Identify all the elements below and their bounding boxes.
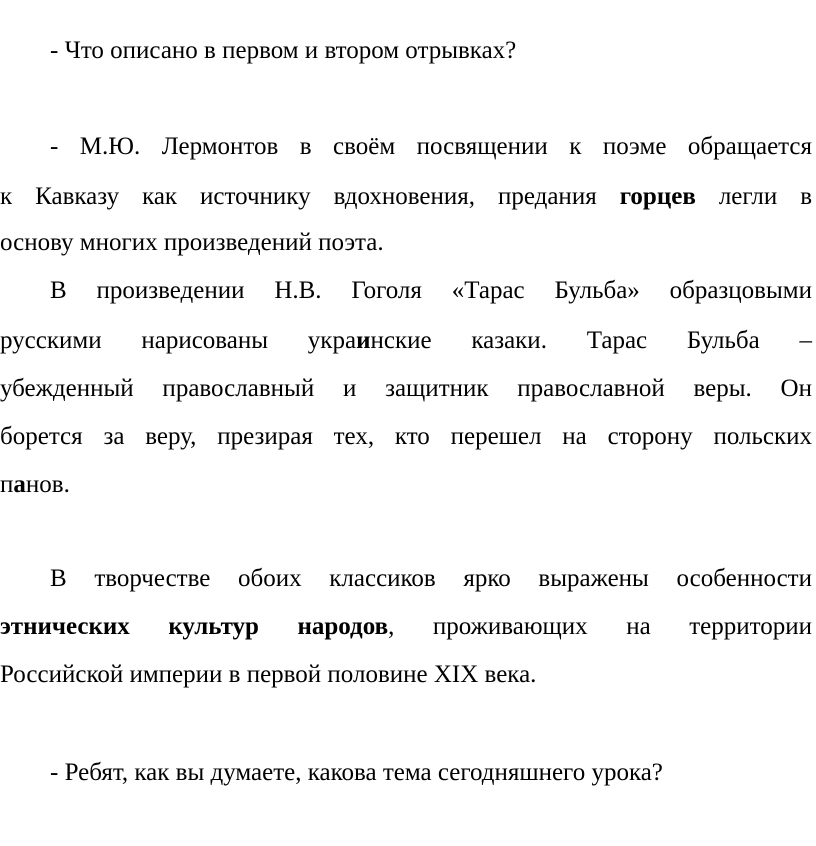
question-fragments: - Что описано в первом и втором отрывках? (50, 37, 517, 64)
bold-phrase-ethnic-cultures: этнических культур народов (0, 613, 389, 640)
classics-line-2 (0, 612, 812, 642)
gogol-line-5-end: нов. (25, 471, 70, 498)
classics-line-3: Российской империи в первой половине XIX века. (0, 661, 537, 688)
lermontov-line-2-end: легли в (718, 183, 813, 210)
classics-line-1: В творчестве обоих классиков ярко выражены особенности (50, 565, 812, 592)
lermontov-line-2 (0, 182, 812, 212)
gogol-line-2-end: нские казаки. Тарас Бульба – (370, 327, 812, 354)
gogol-line-5 (0, 470, 812, 500)
gogol-line-3: убежденный православный и защитник православной веры. Он (0, 375, 812, 402)
gogol-line-5-start: п (0, 471, 14, 498)
classics-line-2-end: , проживающих на территории (388, 613, 812, 640)
bold-letter-a: а (13, 471, 26, 498)
gogol-line-2 (0, 326, 812, 356)
bold-word-gortsev: горцев (619, 183, 696, 210)
lesson-topic-question: - Ребят, как вы думаете, какова тема сегодняшнего урока? (50, 759, 663, 786)
lermontov-line-3: основу многих произведений поэта. (0, 229, 384, 256)
gogol-line-2-start: русскими нарисованы укра (0, 327, 357, 354)
lermontov-line-1: - М.Ю. Лермонтов в своём посвящении к поэме обращается (50, 133, 812, 160)
lermontov-line-2-start: к Кавказу как источнику вдохновения, предания (0, 183, 597, 210)
bold-letter-i: и (356, 327, 371, 354)
gogol-line-1: В произведении Н.В. Гоголя «Тарас Бульба» образцовыми (50, 277, 812, 304)
gogol-line-4: борется за веру, презирая тех, кто перешел на сторону польских (0, 423, 812, 450)
